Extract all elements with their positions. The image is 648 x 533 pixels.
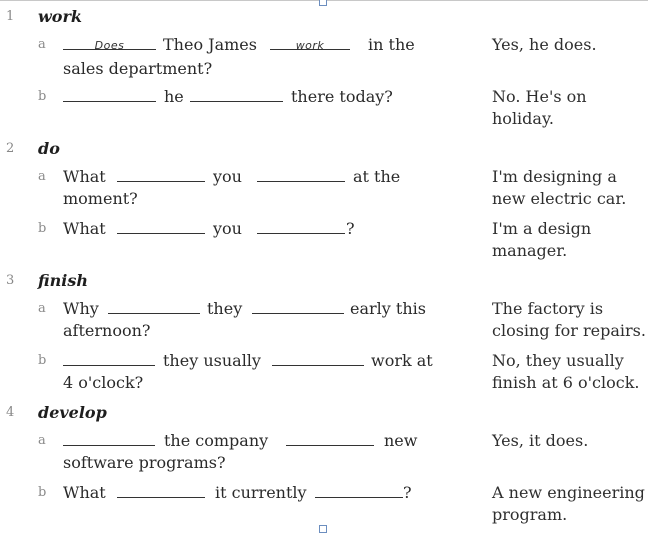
answer-blank[interactable] [63,365,155,366]
answer-blank[interactable] [315,497,403,498]
exercise-number: 2 [6,141,15,156]
exercise-verb: work [38,7,82,26]
question-text: afternoon? [63,321,151,340]
item-letter: a [38,37,46,52]
question-line [0,452,648,474]
question-text: he [164,87,184,106]
question-line [0,482,648,504]
exercise-verb: develop [38,403,107,422]
exercise-verb: do [38,139,60,158]
question-text: you [213,219,242,238]
exercise-heading [0,402,648,424]
answer-text: I'm designing a [492,167,617,186]
question-text: software programs? [63,453,226,472]
answer-blank[interactable] [257,181,345,182]
answer-text: manager. [492,241,568,260]
answer-blank[interactable] [286,445,374,446]
question-text: ? [346,219,355,238]
exercise-heading [0,270,648,292]
question-text: ? [403,483,412,502]
answer-text: Yes, he does. [492,35,597,54]
question-line [0,34,648,56]
answer-text: finish at 6 o'clock. [492,373,640,392]
answer-text: closing for repairs. [492,321,646,340]
answer-blank[interactable] [63,445,155,446]
question-line [0,320,648,342]
question-text: there today? [291,87,393,106]
question-text: sales department? [63,59,213,78]
question-line [0,372,648,394]
resize-handle-bottom[interactable] [319,525,327,533]
answer-text: No. He's on [492,87,587,106]
question-text: the company [164,431,269,450]
question-line [0,298,648,320]
answer-text: No, they usually [492,351,624,370]
answer-blank[interactable] [190,101,283,102]
exercise-heading [0,138,648,160]
question-text: 4 o'clock? [63,373,144,392]
question-text: at the [353,167,401,186]
answer-blank[interactable] [272,365,364,366]
question-text: What [63,483,106,502]
question-text: early this [350,299,426,318]
question-line [0,166,648,188]
question-text: What [63,219,106,238]
answer-text: Yes, it does. [492,431,589,450]
question-line [0,188,648,210]
answer-blank[interactable] [252,313,344,314]
answer-line [0,240,648,262]
question-text: they [207,299,243,318]
question-line [0,218,648,240]
question-text: in the [368,35,415,54]
question-line [0,86,648,108]
question-line [0,430,648,452]
answer-text: I'm a design [492,219,592,238]
filled-answer: Does [94,39,125,52]
answer-text: new electric car. [492,189,627,208]
item-letter: b [38,353,47,368]
answer-blank[interactable] [63,101,156,102]
answer-line [0,504,648,526]
question-text: you [213,167,242,186]
question-line [0,58,648,80]
question-text: Why [63,299,99,318]
answer-text: The factory is [492,299,604,318]
answer-blank[interactable] [117,181,205,182]
item-letter: a [38,433,46,448]
question-text: work at [371,351,433,370]
item-letter: b [38,485,47,500]
exercise-number: 4 [6,405,15,420]
answer-text: program. [492,505,568,524]
answer-blank[interactable] [257,233,345,234]
exercise-heading [0,6,648,28]
item-letter: b [38,89,47,104]
exercise-number: 1 [6,9,15,24]
question-text: moment? [63,189,138,208]
answer-text: holiday. [492,109,554,128]
item-letter: a [38,301,46,316]
answer-text: A new engineering [492,483,645,502]
question-text: they usually [163,351,261,370]
filled-answer: work [295,39,325,52]
answer-blank[interactable] [117,497,205,498]
item-letter: b [38,221,47,236]
question-text: Theo James [163,35,257,54]
answer-blank[interactable] [117,233,205,234]
answer-line [0,108,648,130]
answer-blank[interactable] [108,313,200,314]
item-letter: a [38,169,46,184]
question-text: What [63,167,106,186]
question-line [0,350,648,372]
question-text: new [384,431,418,450]
question-text: it currently [215,483,307,502]
exercise-verb: finish [38,271,88,290]
exercise-number: 3 [6,273,15,288]
